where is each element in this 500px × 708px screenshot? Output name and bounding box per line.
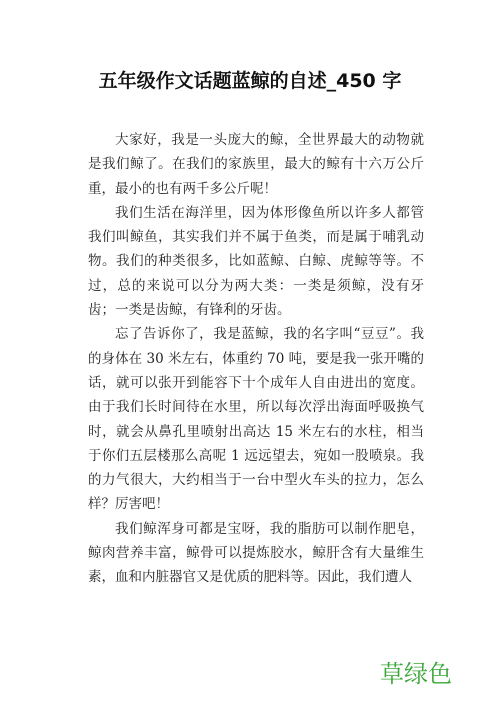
paragraph-4: 我们鲸浑身可都是宝呀，我的脂肪可以制作肥皂，鲸肉营养丰富，鲸骨可以提炼胶水，鲸肝含有大量维生素，血和内脏器官又是优质的肥料等。因此，我们遭人 bbox=[88, 520, 424, 586]
paragraph-2: 我们生活在海洋里，因为体形像鱼所以许多人都管我们叫鲸鱼，其实我们并不属于鱼类，而是属于哺乳动物。我们的种类很多，比如蓝鲸、白鲸、虎鲸等等。不过，总的来说可以分为两大类：一类是须鲸，没有牙齿；一类是齿鲸，有锋利的牙齿。 bbox=[88, 204, 424, 319]
document-title: 五年级作文话题蓝鲸的自述_450 字 bbox=[98, 70, 402, 92]
document-body bbox=[88, 128, 424, 590]
watermark-logo: 草绿色 bbox=[380, 660, 452, 688]
paragraph-3: 忘了告诉你了，我是蓝鲸，我的名字叫“豆豆”。我的身体在 30 米左右，体重约 70 吨，要是我一张开嘴的话，就可以张开到能容下十个成年人自由进出的宽度。由于我们长时间待在水里，所以每次浮出海面呼吸换气时，就会从鼻孔里喷射出高达 15 米左右的水柱，相当于你们五层楼那么高呢 1 远远望去，宛如一股喷泉。我的力气很大，大约相当于一台中型火车头的拉力，怎么样？厉害吧！ bbox=[88, 326, 424, 513]
paragraph-1: 大家好，我是一头庞大的鲸，全世界最大的动物就是我们鲸了。在我们的家族里，最大的鲸有十六万公斤重，最小的也有两千多公斤呢！ bbox=[88, 132, 424, 197]
